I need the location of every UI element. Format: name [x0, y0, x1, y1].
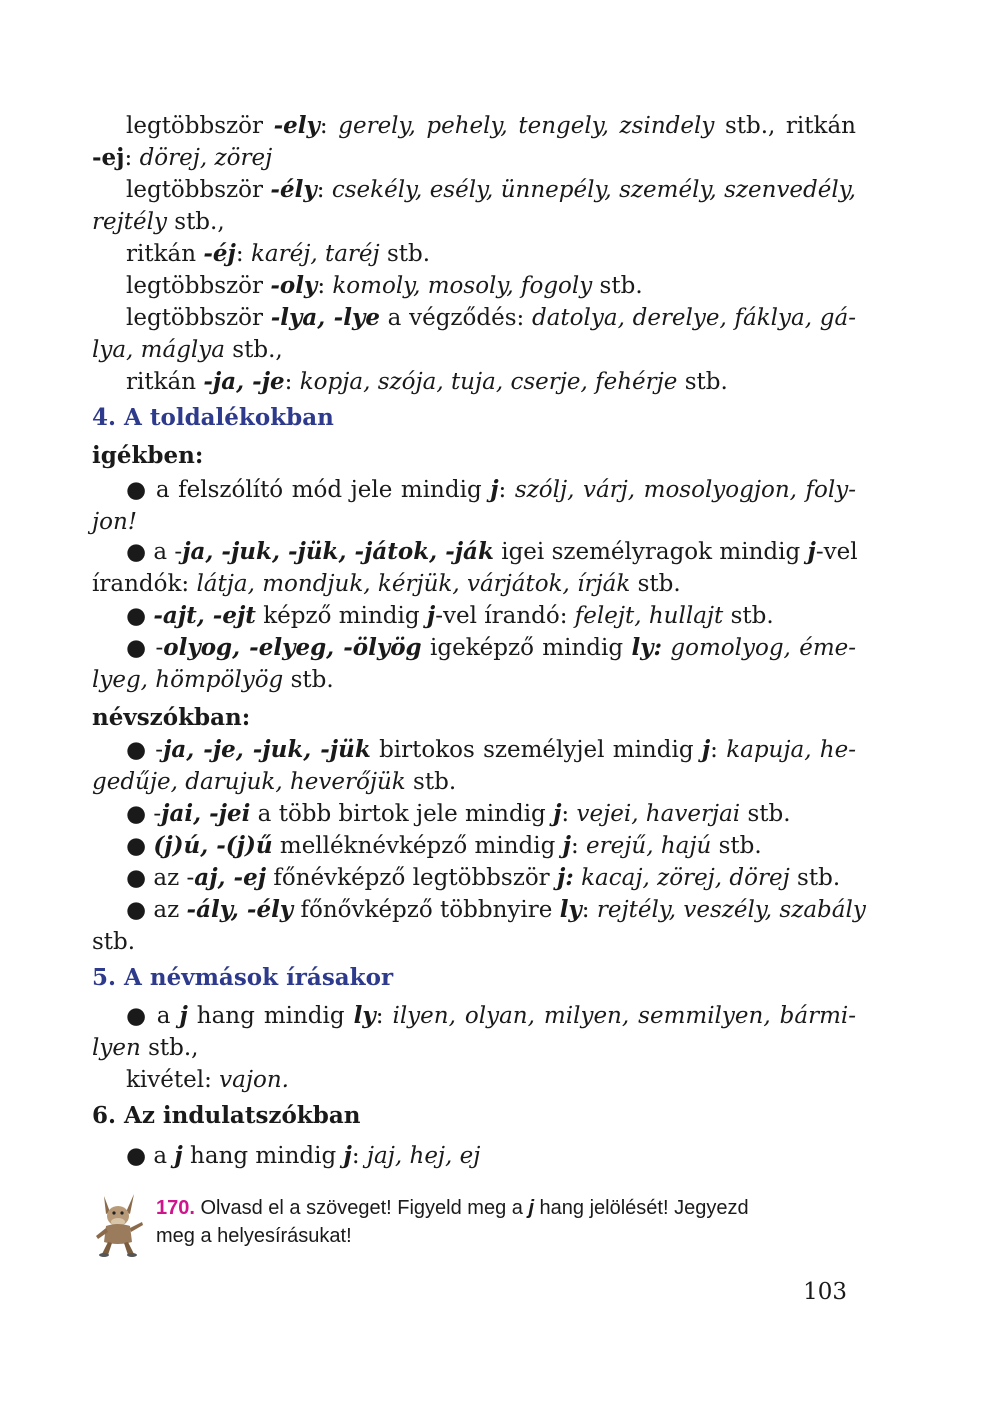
page-number: 103 — [803, 1279, 847, 1305]
text-line: ritkán -éj: karéj, taréj stb. — [126, 240, 431, 267]
bullet-item: ● az -aj, -ej főnévképző legtöbbször j: kacaj, zörej, dörej stb. — [126, 864, 841, 891]
text-line: gedűje, darujuk, heverőjük stb. — [92, 769, 457, 795]
text-line: lyen stb., — [92, 1035, 199, 1061]
text-line: legtöbbször -oly: komoly, mosoly, fogoly stb. — [126, 272, 643, 299]
text-line: legtöbbször -lya, -lye a végződés: datolya, derelye, fáklya, gá- — [126, 304, 856, 331]
bullet-item: ● -jai, -jei a több birtok jele mindig j: vejei, haverjai stb. — [126, 800, 791, 827]
text-line: rejtély stb., — [92, 209, 225, 235]
section-heading-5: 5. A névmások írásakor — [92, 964, 394, 991]
text-line: írandók: látja, mondjuk, kérjük, várjátok, írják stb. — [92, 571, 681, 597]
bullet-item: ● (j)ú, -(j)ű melléknévképző mindig j: erejű, hajú stb. — [126, 832, 762, 859]
bullet-item: ● -olyog, -elyeg, -ölyög igeképző mindig ly: gomolyog, éme- — [126, 634, 857, 661]
bullet-item: ● az -ály, -ély főnővképző többnyire ly: rejtély, veszély, szabály — [126, 896, 866, 923]
text-line: -ej: dörej, zörej — [92, 144, 273, 171]
text-line: jon! — [92, 509, 138, 535]
exercise-number: 170. — [156, 1197, 195, 1219]
text-line: lyeg, hömpölyög stb. — [92, 667, 334, 693]
bullet-item: ● a j hang mindig j: jaj, hej, ej — [126, 1142, 481, 1169]
section-heading-4: 4. A toldalékokban — [92, 404, 334, 431]
text-line: kivétel: vajon. — [126, 1067, 289, 1093]
exercise-line: 170. Olvasd el a szöveget! Figyeld meg a j hang jelölését! Jegyezd — [156, 1197, 749, 1219]
subheading-verbs: igékben: — [92, 442, 204, 469]
subheading-nouns: névszókban: — [92, 704, 251, 731]
text-line: legtöbbször -ely: gerely, pehely, tengely, zsindely stb., ritkán — [126, 112, 856, 139]
donkey-mascot-icon — [88, 1192, 148, 1258]
section-heading-6: 6. Az indulatszókban — [92, 1102, 361, 1129]
exercise-task — [156, 1194, 856, 1250]
text-line: lya, máglya stb., — [92, 337, 283, 363]
text-line: stb. — [92, 929, 136, 955]
bullet-item: ● a felszólító mód jele mindig j: szólj, várj, mosolyogjon, foly- — [126, 476, 856, 503]
bullet-item: ● -ajt, -ejt képző mindig j-vel írandó: felejt, hullajt stb. — [126, 602, 774, 629]
exercise-line: meg a helyesírásukat! — [156, 1225, 352, 1247]
bullet-item: ● a j hang mindig ly: ilyen, olyan, milyen, semmilyen, bármi- — [126, 1002, 857, 1029]
bullet-item: ● -ja, -je, -juk, -jük birtokos személyjel mindig j: kapuja, he- — [126, 736, 856, 763]
text-line: ritkán -ja, -je: kopja, szója, tuja, cserje, fehérje stb. — [126, 368, 728, 395]
text-line: legtöbbször -ély: csekély, esély, ünnepély, személy, szenvedély, — [126, 176, 856, 203]
bullet-item: ● a -ja, -juk, -jük, -játok, -ják igei személyragok mindig j-vel — [126, 538, 858, 565]
